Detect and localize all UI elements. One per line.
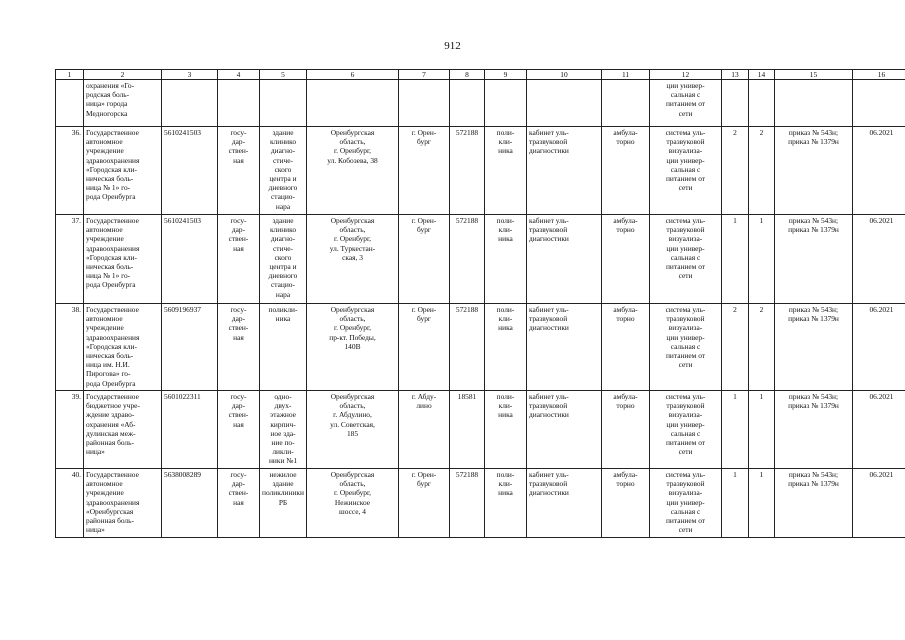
column-header: 6: [307, 70, 399, 80]
cell-col13: 1: [722, 391, 749, 469]
cell-col14: 1: [749, 469, 775, 538]
cell-city: г. Орен- бург: [399, 215, 450, 304]
cell-address: Оренбургская область, г. Оренбург, ул. Кобозева, 38: [307, 127, 399, 215]
cell-empty: [527, 80, 602, 127]
cell-cabinet: кабинет уль- тразвуковой диагностики: [527, 215, 602, 304]
cell-city: г. Абду- лино: [399, 391, 450, 469]
cell-col13: 1: [722, 215, 749, 304]
cell-empty: [162, 80, 218, 127]
cell-ownership: госу- дар- ствен- ная: [218, 127, 260, 215]
cell-order: приказ № 543н; приказ № 1379н: [775, 215, 853, 304]
cell-unit: поли- кли- ника: [485, 127, 527, 215]
column-header: 1: [56, 70, 84, 80]
column-header: 4: [218, 70, 260, 80]
cell-unit: поли- кли- ника: [485, 215, 527, 304]
cell-unit: поли- кли- ника: [485, 469, 527, 538]
cell-organization: Государственное бюджетное учре- ждение здраво- охранения «Аб- дулинская меж- районная боль- ница»: [84, 391, 162, 469]
cell-empty: [218, 80, 260, 127]
cell-row-number: 40.: [56, 469, 84, 538]
cell-building: здание клинико диагно- стиче- ского центра и дневного стацио- нара: [260, 215, 307, 304]
cell-building: поликли- ника: [260, 304, 307, 391]
cell-address: Оренбургская область, г. Оренбург, Нежинское шоссе, 4: [307, 469, 399, 538]
cell-ownership: госу- дар- ствен- ная: [218, 304, 260, 391]
cell-inn: 5610241503: [162, 127, 218, 215]
table-row: [56, 215, 905, 304]
cell-col14: 1: [749, 391, 775, 469]
cell-address: Оренбургская область, г. Абдулино, ул. Советская, 185: [307, 391, 399, 469]
cell-col14: 1: [749, 215, 775, 304]
cell-row-number: 36.: [56, 127, 84, 215]
table-row: [56, 304, 905, 391]
cell-organization: охранения «Го- родская боль- ница» города Медногорска: [84, 80, 162, 127]
cell-device: система уль- тразвуковой визуализа- ции универ- сальная с питанием от сети: [650, 469, 722, 538]
cell-device: система уль- тразвуковой визуализа- ции универ- сальная с питанием от сети: [650, 215, 722, 304]
cell-device: система уль- тразвуковой визуализа- ции универ- сальная с питанием от сети: [650, 304, 722, 391]
column-header: 15: [775, 70, 853, 80]
cell-col13: 1: [722, 469, 749, 538]
cell-code: 18581: [450, 391, 485, 469]
equipment-table: [55, 69, 905, 538]
cell-col14: 2: [749, 304, 775, 391]
cell-empty: [260, 80, 307, 127]
cell-unit: поли- кли- ника: [485, 304, 527, 391]
cell-empty: [853, 80, 905, 127]
column-header: 5: [260, 70, 307, 80]
cell-ownership: госу- дар- ствен- ная: [218, 469, 260, 538]
cell-empty: [749, 80, 775, 127]
cell-order: приказ № 543н; приказ № 1379н: [775, 469, 853, 538]
column-header: 8: [450, 70, 485, 80]
cell-row-number: 37.: [56, 215, 84, 304]
cell-address: Оренбургская область, г. Оренбург, ул. Туркестан- ская, 3: [307, 215, 399, 304]
cell-device: ции универ- сальная с питанием от сети: [650, 80, 722, 127]
column-number-row: [56, 70, 905, 80]
cell-city: г. Орен- бург: [399, 127, 450, 215]
cell-cabinet: кабинет уль- тразвуковой диагностики: [527, 391, 602, 469]
cell-ownership: госу- дар- ствен- ная: [218, 391, 260, 469]
page-number: 912: [444, 40, 461, 52]
cell-empty: [775, 80, 853, 127]
table-row: [56, 469, 905, 538]
cell-date: 06.2021: [853, 469, 905, 538]
cell-organization: Государственное автономное учреждение здравоохранения «Городская кли- ническая боль- ница № 1» го- рода Оренбурга: [84, 127, 162, 215]
cell-date: 06.2021: [853, 304, 905, 391]
cell-col14: 2: [749, 127, 775, 215]
cell-code: 572188: [450, 469, 485, 538]
cell-empty: [399, 80, 450, 127]
cell-device: система уль- тразвуковой визуализа- ции универ- сальная с питанием от сети: [650, 127, 722, 215]
cell-care: амбула- торно: [602, 391, 650, 469]
cell-inn: 5638008289: [162, 469, 218, 538]
cell-empty: [307, 80, 399, 127]
column-header: 9: [485, 70, 527, 80]
column-header: 2: [84, 70, 162, 80]
cell-device: система уль- тразвуковой визуализа- ции универ- сальная с питанием от сети: [650, 391, 722, 469]
cell-code: 572188: [450, 127, 485, 215]
column-header: 7: [399, 70, 450, 80]
column-header: 11: [602, 70, 650, 80]
table-row: [56, 391, 905, 469]
cell-empty: [722, 80, 749, 127]
cell-order: приказ № 543н; приказ № 1379н: [775, 304, 853, 391]
cell-building: здание клинико диагно- стиче- ского центра и дневного стацио- нара: [260, 127, 307, 215]
cell-empty: [56, 80, 84, 127]
cell-empty: [485, 80, 527, 127]
cell-organization: Государственное автономное учреждение здравоохранения «Городская кли- ническая боль- ница им. Н.И. Пирогова» го- рода Оренбурга: [84, 304, 162, 391]
cell-care: амбула- торно: [602, 215, 650, 304]
cell-inn: 5609196937: [162, 304, 218, 391]
cell-empty: [602, 80, 650, 127]
cell-care: амбула- торно: [602, 304, 650, 391]
cell-organization: Государственное автономное учреждение здравоохранения «Оренбургская районная боль- ница»: [84, 469, 162, 538]
cell-inn: 5610241503: [162, 215, 218, 304]
cell-code: 572188: [450, 304, 485, 391]
cell-col13: 2: [722, 304, 749, 391]
table-row: [56, 127, 905, 215]
continuation-row: [56, 80, 905, 127]
cell-date: 06.2021: [853, 215, 905, 304]
cell-col13: 2: [722, 127, 749, 215]
cell-cabinet: кабинет уль- тразвуковой диагностики: [527, 469, 602, 538]
cell-date: 06.2021: [853, 391, 905, 469]
column-header: 12: [650, 70, 722, 80]
cell-order: приказ № 543н; приказ № 1379н: [775, 391, 853, 469]
cell-empty: [450, 80, 485, 127]
cell-order: приказ № 543н; приказ № 1379н: [775, 127, 853, 215]
cell-cabinet: кабинет уль- тразвуковой диагностики: [527, 127, 602, 215]
column-header: 13: [722, 70, 749, 80]
cell-building: нежилое здание поликлиники РБ: [260, 469, 307, 538]
column-header: 10: [527, 70, 602, 80]
cell-cabinet: кабинет уль- тразвуковой диагностики: [527, 304, 602, 391]
cell-inn: 5601022311: [162, 391, 218, 469]
column-header: 14: [749, 70, 775, 80]
cell-date: 06.2021: [853, 127, 905, 215]
cell-row-number: 39.: [56, 391, 84, 469]
column-header: 16: [853, 70, 905, 80]
cell-city: г. Орен- бург: [399, 304, 450, 391]
cell-address: Оренбургская область, г. Оренбург, пр-кт. Победы, 140В: [307, 304, 399, 391]
cell-city: г. Орен- бург: [399, 469, 450, 538]
cell-unit: поли- кли- ника: [485, 391, 527, 469]
cell-organization: Государственное автономное учреждение здравоохранения «Городская кли- ническая боль- ница № 1» го- рода Оренбурга: [84, 215, 162, 304]
column-header: 3: [162, 70, 218, 80]
cell-building: одно- двух- этажное кирпич- ное зда- ние по- ликли- ники №1: [260, 391, 307, 469]
cell-care: амбула- торно: [602, 469, 650, 538]
cell-care: амбула- торно: [602, 127, 650, 215]
cell-code: 572188: [450, 215, 485, 304]
cell-row-number: 38.: [56, 304, 84, 391]
cell-ownership: госу- дар- ствен- ная: [218, 215, 260, 304]
